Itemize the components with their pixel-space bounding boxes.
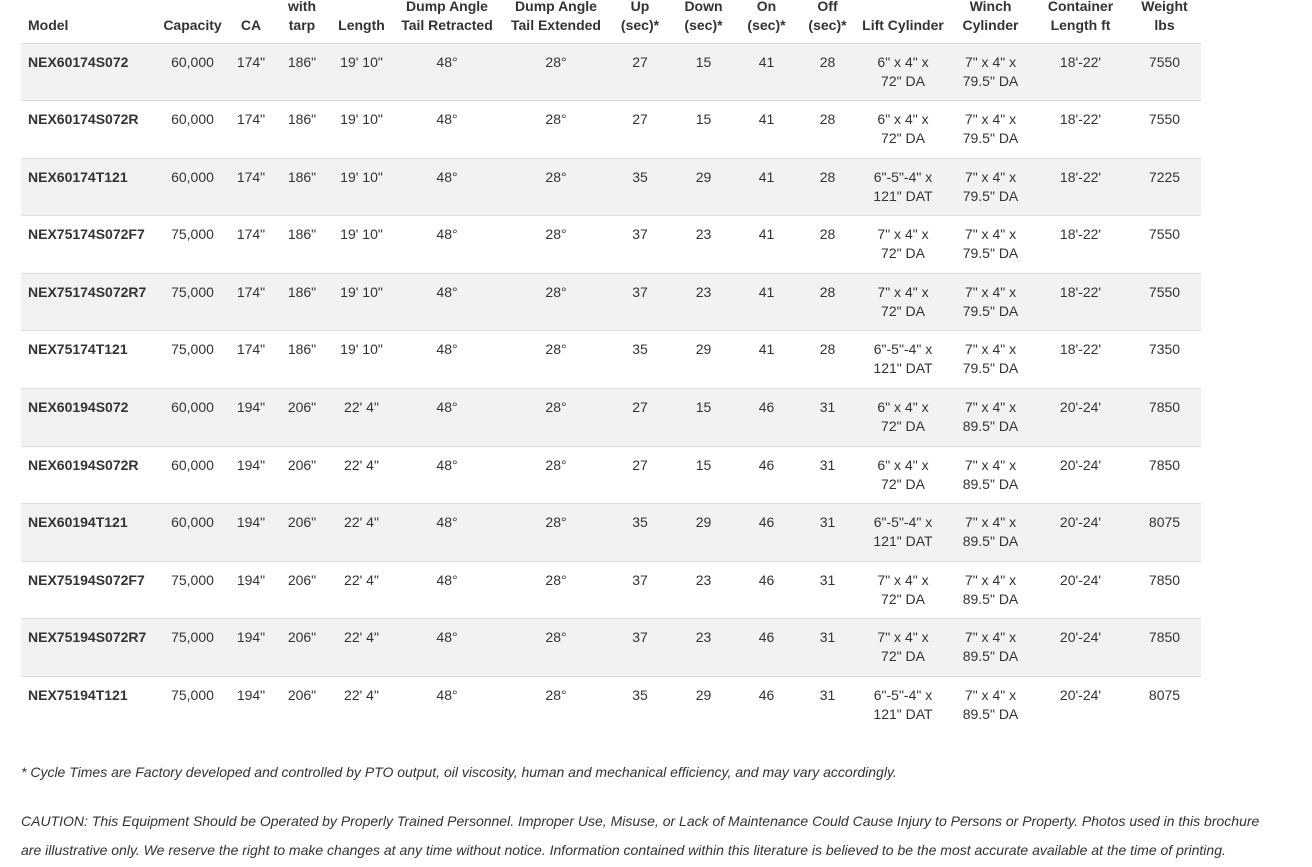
cell-lift-cylinder-line-1: 7" x 4" x [877,226,929,243]
header-container-length: Container Length ft [1047,0,1114,33]
cell-winch-cylinder-line-2: 89.5" DA [962,418,1019,435]
cell-off: 28 [797,273,858,331]
table-body [21,43,1201,734]
cell-down: 23 [671,216,736,274]
cell-ca: 174" [230,101,272,159]
cell-winch-cylinder [948,389,1033,447]
cell-dump-angle-extended: 28° [503,504,609,562]
cell-off: 31 [797,561,858,619]
cell-up: 27 [609,43,671,101]
cell-off: 28 [797,43,858,101]
cell-weight: 7350 [1128,331,1201,389]
cell-off: 28 [797,101,858,159]
cell-weight: 8075 [1128,504,1201,562]
cell-lift-cylinder [858,216,948,274]
cell-dump-angle-extended: 28° [503,273,609,331]
cell-off: 31 [797,504,858,562]
cell-model: NEX75194S072F7 [21,561,155,619]
cell-off: 28 [797,158,858,216]
cell-model: NEX75194T121 [21,677,155,735]
cell-on: 46 [736,389,797,447]
table-row [21,273,1201,331]
cell-container-length: 20'-24' [1033,446,1128,504]
header-on: On (sec)* [747,0,786,33]
cell-lift-cylinder-line-1: 7" x 4" x [877,571,929,588]
cell-dump-angle-extended: 28° [503,43,609,101]
cell-lift-cylinder-line-2: 121" DAT [873,533,933,550]
cell-winch-cylinder [948,43,1033,101]
cell-winch-cylinder-line-2: 79.5" DA [962,130,1019,147]
cell-length: 19' 10" [332,273,391,331]
cell-dump-angle-extended: 28° [503,331,609,389]
cell-ca: 194" [230,446,272,504]
cell-model: NEX75194S072R7 [21,619,155,677]
table-row [21,446,1201,504]
cell-length: 22' 4" [332,619,391,677]
cell-weight: 7225 [1128,158,1201,216]
cell-winch-cylinder-line-2: 89.5" DA [962,475,1019,492]
header-weight: Weight lbs [1141,0,1188,33]
cell-capacity: 75,000 [155,677,230,735]
cell-off: 28 [797,216,858,274]
cell-winch-cylinder [948,331,1033,389]
cell-weight: 7550 [1128,101,1201,159]
header-dump-angle-retracted: Dump Angle Tail Retracted [401,0,493,33]
cell-winch-cylinder-line-2: 89.5" DA [962,533,1019,550]
cell-dump-angle-retracted: 48° [391,331,503,389]
cell-winch-cylinder-line-1: 7" x 4" x [964,283,1017,300]
cell-weight: 7850 [1128,619,1201,677]
cell-capacity: 60,000 [155,389,230,447]
cell-length: 22' 4" [332,389,391,447]
cell-model: NEX60194S072 [21,389,155,447]
cell-up: 35 [609,158,671,216]
cell-length: 19' 10" [332,101,391,159]
cell-lift-cylinder [858,101,948,159]
cell-winch-cylinder [948,216,1033,274]
cell-winch-cylinder-line-2: 89.5" DA [962,648,1019,665]
cell-ca: 174" [230,216,272,274]
cell-capacity: 60,000 [155,101,230,159]
cycle-times-footnote: * Cycle Times are Factory developed and controlled by PTO output, oil viscosity, human and mechanical efficiency, and may vary accordingly. [21,764,897,780]
cell-weight: 7850 [1128,446,1201,504]
cell-on: 46 [736,561,797,619]
header-down: Down (sec)* [684,0,723,33]
header-lift-cylinder: Lift Cylinder [862,16,944,33]
cell-weight: 7550 [1128,216,1201,274]
cell-down: 29 [671,158,736,216]
header-length: Length [338,16,385,33]
cell-model: NEX75174S072R7 [21,273,155,331]
cell-lift-cylinder-line-1: 6"-5"-4" x [873,341,933,358]
cell-dump-angle-retracted: 48° [391,677,503,735]
cell-off: 31 [797,619,858,677]
cell-winch-cylinder-line-2: 79.5" DA [962,360,1019,377]
table-row [21,561,1201,619]
cell-container-length: 18'-22' [1033,43,1128,101]
cell-length: 22' 4" [332,561,391,619]
cell-lift-cylinder [858,331,948,389]
cell-weight: 7850 [1128,389,1201,447]
cell-lift-cylinder-line-1: 6"-5"-4" x [873,687,933,704]
cell-ca: 174" [230,331,272,389]
cell-lift-cylinder-line-1: 6"-5"-4" x [873,168,933,185]
caution-notice: CAUTION: This Equipment Should be Operated by Properly Trained Personnel. Improper Use, Misuse, or Lack of Maintenance Could Cause Injury to Persons or Property. Photos used in this brochure are illustrative only. We reserve the right to make changes at any time without notice. Information contained within this literature is believed to be the most accurate available at the time of printing. [21,813,1260,858]
cell-model: NEX60174S072 [21,43,155,101]
cell-lift-cylinder [858,504,948,562]
cell-dump-angle-extended: 28° [503,389,609,447]
cell-on: 41 [736,43,797,101]
cell-container-length: 18'-22' [1033,158,1128,216]
header-capacity: Capacity [163,16,222,33]
cell-with-tarp: 206" [272,389,332,447]
cell-up: 27 [609,101,671,159]
cell-capacity: 60,000 [155,158,230,216]
cell-up: 37 [609,561,671,619]
cell-container-length: 20'-24' [1033,561,1128,619]
cell-on: 41 [736,273,797,331]
cell-winch-cylinder-line-2: 89.5" DA [962,590,1019,607]
cell-container-length: 18'-22' [1033,331,1128,389]
table-header [21,0,1201,43]
cell-dump-angle-retracted: 48° [391,273,503,331]
cell-up: 27 [609,389,671,447]
cell-ca: 194" [230,677,272,735]
cell-weight: 8075 [1128,677,1201,735]
cell-on: 41 [736,101,797,159]
cell-container-length: 18'-22' [1033,101,1128,159]
cell-with-tarp: 186" [272,331,332,389]
cell-length: 19' 10" [332,331,391,389]
cell-dump-angle-retracted: 48° [391,389,503,447]
cell-dump-angle-retracted: 48° [391,446,503,504]
cell-winch-cylinder-line-1: 7" x 4" x [964,226,1017,243]
cell-dump-angle-extended: 28° [503,677,609,735]
cell-model: NEX60174S072R [21,101,155,159]
cell-ca: 174" [230,158,272,216]
cell-up: 27 [609,446,671,504]
cell-lift-cylinder-line-2: 72" DA [881,648,925,665]
cell-capacity: 60,000 [155,446,230,504]
specifications-table [21,0,1201,734]
cell-dump-angle-extended: 28° [503,446,609,504]
cell-winch-cylinder-line-1: 7" x 4" x [964,456,1017,473]
table-row [21,389,1201,447]
cell-winch-cylinder-line-1: 7" x 4" x [964,514,1017,531]
cell-dump-angle-retracted: 48° [391,504,503,562]
cell-container-length: 20'-24' [1033,504,1128,562]
header-with-tarp: with tarp [288,0,316,33]
cell-down: 15 [671,389,736,447]
cell-model: NEX75174T121 [21,331,155,389]
cell-capacity: 75,000 [155,561,230,619]
cell-with-tarp: 206" [272,504,332,562]
table-row [21,101,1201,159]
cell-down: 23 [671,619,736,677]
cell-capacity: 75,000 [155,273,230,331]
cell-with-tarp: 186" [272,216,332,274]
cell-winch-cylinder-line-1: 7" x 4" x [964,111,1017,128]
cell-off: 31 [797,677,858,735]
cell-winch-cylinder [948,101,1033,159]
cell-winch-cylinder-line-2: 79.5" DA [962,302,1019,319]
cell-model: NEX60194S072R [21,446,155,504]
cell-with-tarp: 206" [272,446,332,504]
cell-container-length: 18'-22' [1033,216,1128,274]
cell-up: 37 [609,619,671,677]
cell-winch-cylinder-line-2: 79.5" DA [962,187,1019,204]
cell-lift-cylinder [858,158,948,216]
cell-winch-cylinder-line-1: 7" x 4" x [964,53,1017,70]
cell-ca: 194" [230,619,272,677]
header-model: Model [28,16,69,33]
cell-up: 37 [609,273,671,331]
cell-lift-cylinder-line-1: 6" x 4" x [877,399,929,416]
cell-on: 46 [736,504,797,562]
cell-ca: 174" [230,43,272,101]
cell-lift-cylinder [858,619,948,677]
cell-dump-angle-extended: 28° [503,619,609,677]
cell-length: 19' 10" [332,158,391,216]
cell-down: 23 [671,273,736,331]
cell-with-tarp: 186" [272,43,332,101]
header-ca: CA [240,16,262,33]
notes-section [21,762,1281,865]
cell-lift-cylinder [858,273,948,331]
cell-lift-cylinder-line-2: 121" DAT [873,360,933,377]
cell-winch-cylinder-line-2: 89.5" DA [962,706,1019,723]
cell-winch-cylinder [948,446,1033,504]
cell-ca: 194" [230,504,272,562]
cell-lift-cylinder [858,561,948,619]
cell-with-tarp: 206" [272,619,332,677]
cell-up: 37 [609,216,671,274]
cell-lift-cylinder-line-2: 72" DA [881,475,925,492]
cell-ca: 174" [230,273,272,331]
cell-off: 31 [797,446,858,504]
cell-length: 19' 10" [332,43,391,101]
cell-model: NEX60194T121 [21,504,155,562]
cell-with-tarp: 186" [272,101,332,159]
cell-length: 22' 4" [332,504,391,562]
cell-dump-angle-extended: 28° [503,158,609,216]
cell-winch-cylinder-line-1: 7" x 4" x [964,687,1017,704]
header-dump-angle-extended: Dump Angle Tail Extended [511,0,601,33]
cell-down: 23 [671,561,736,619]
cell-capacity: 60,000 [155,504,230,562]
cell-lift-cylinder [858,389,948,447]
cell-down: 29 [671,504,736,562]
cell-length: 22' 4" [332,677,391,735]
cell-lift-cylinder-line-1: 6" x 4" x [877,456,929,473]
cell-dump-angle-extended: 28° [503,216,609,274]
cell-ca: 194" [230,561,272,619]
cell-model: NEX60174T121 [21,158,155,216]
cell-down: 15 [671,446,736,504]
cell-capacity: 75,000 [155,216,230,274]
cell-on: 41 [736,331,797,389]
cell-with-tarp: 206" [272,677,332,735]
cell-down: 15 [671,43,736,101]
cell-on: 41 [736,216,797,274]
cell-with-tarp: 206" [272,561,332,619]
cell-lift-cylinder-line-2: 72" DA [881,245,925,262]
cell-lift-cylinder-line-1: 7" x 4" x [877,283,929,300]
cell-on: 41 [736,158,797,216]
cell-winch-cylinder-line-1: 7" x 4" x [964,629,1017,646]
cell-down: 29 [671,331,736,389]
cell-dump-angle-retracted: 48° [391,216,503,274]
table-row [21,216,1201,274]
cell-winch-cylinder [948,158,1033,216]
header-winch-cylinder: Winch Cylinder [962,0,1019,33]
cell-down: 29 [671,677,736,735]
cell-dump-angle-extended: 28° [503,561,609,619]
cell-capacity: 75,000 [155,619,230,677]
cell-winch-cylinder-line-1: 7" x 4" x [964,571,1017,588]
cell-dump-angle-extended: 28° [503,101,609,159]
cell-capacity: 75,000 [155,331,230,389]
cell-weight: 7850 [1128,561,1201,619]
cell-length: 19' 10" [332,216,391,274]
cell-with-tarp: 186" [272,273,332,331]
cell-lift-cylinder [858,43,948,101]
cell-lift-cylinder-line-2: 121" DAT [873,187,933,204]
table-row [21,677,1201,735]
cell-ca: 194" [230,389,272,447]
cell-weight: 7550 [1128,273,1201,331]
cell-lift-cylinder [858,677,948,735]
cell-up: 35 [609,677,671,735]
cell-dump-angle-retracted: 48° [391,43,503,101]
header-up: Up (sec)* [620,0,660,33]
cell-off: 28 [797,331,858,389]
cell-lift-cylinder-line-1: 6" x 4" x [877,111,929,128]
cell-winch-cylinder-line-1: 7" x 4" x [964,341,1017,358]
cell-up: 35 [609,331,671,389]
cell-dump-angle-retracted: 48° [391,158,503,216]
header-off: Off (sec)* [808,0,847,33]
table-row [21,504,1201,562]
cell-with-tarp: 186" [272,158,332,216]
cell-dump-angle-retracted: 48° [391,619,503,677]
cell-lift-cylinder-line-1: 6"-5"-4" x [873,514,933,531]
cell-lift-cylinder-line-2: 72" DA [881,418,925,435]
cell-dump-angle-retracted: 48° [391,101,503,159]
cell-container-length: 20'-24' [1033,619,1128,677]
cell-lift-cylinder-line-2: 121" DAT [873,706,933,723]
cell-on: 46 [736,677,797,735]
cell-lift-cylinder-line-2: 72" DA [881,130,925,147]
cell-up: 35 [609,504,671,562]
cell-model: NEX75174S072F7 [21,216,155,274]
cell-length: 22' 4" [332,446,391,504]
cell-winch-cylinder-line-2: 79.5" DA [962,245,1019,262]
cell-winch-cylinder [948,273,1033,331]
cell-winch-cylinder [948,619,1033,677]
table-row [21,43,1201,101]
cell-capacity: 60,000 [155,43,230,101]
table-row [21,158,1201,216]
cell-container-length: 20'-24' [1033,389,1128,447]
cell-down: 15 [671,101,736,159]
cell-winch-cylinder [948,561,1033,619]
table-row [21,331,1201,389]
cell-winch-cylinder-line-2: 79.5" DA [962,72,1019,89]
cell-winch-cylinder-line-1: 7" x 4" x [964,399,1017,416]
cell-winch-cylinder-line-1: 7" x 4" x [964,168,1017,185]
cell-on: 46 [736,446,797,504]
cell-weight: 7550 [1128,43,1201,101]
cell-on: 46 [736,619,797,677]
cell-lift-cylinder-line-2: 72" DA [881,72,925,89]
cell-off: 31 [797,389,858,447]
cell-lift-cylinder [858,446,948,504]
cell-lift-cylinder-line-1: 7" x 4" x [877,629,929,646]
header-row [21,0,1201,43]
cell-winch-cylinder [948,504,1033,562]
cell-winch-cylinder [948,677,1033,735]
cell-container-length: 20'-24' [1033,677,1128,735]
cell-lift-cylinder-line-2: 72" DA [881,590,925,607]
cell-container-length: 18'-22' [1033,273,1128,331]
cell-dump-angle-retracted: 48° [391,561,503,619]
cell-lift-cylinder-line-2: 72" DA [881,302,925,319]
cell-lift-cylinder-line-1: 6" x 4" x [877,53,929,70]
table-row [21,619,1201,677]
